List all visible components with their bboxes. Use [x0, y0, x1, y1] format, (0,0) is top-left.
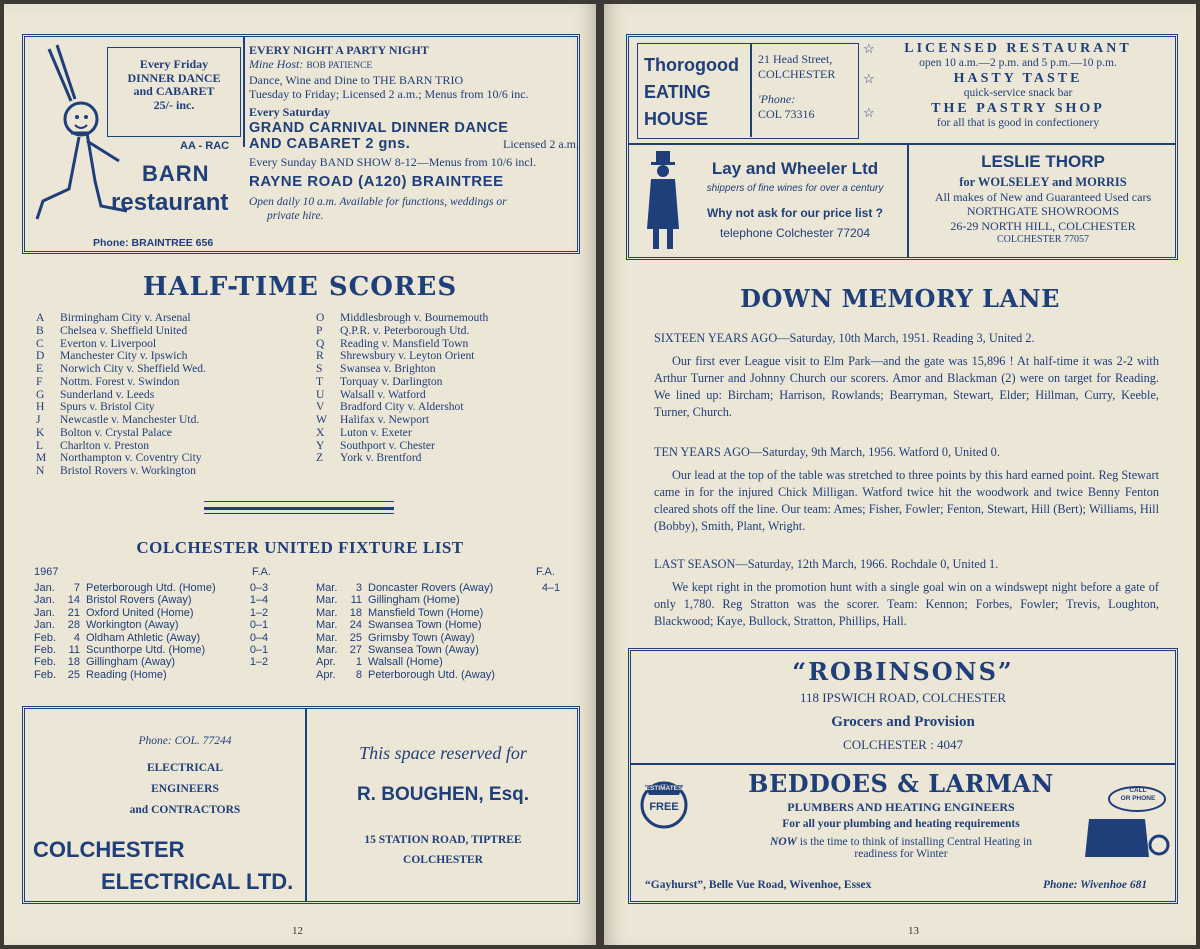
match-letter: K	[36, 425, 45, 439]
match-teams: Birmingham City v. Arsenal	[60, 311, 191, 324]
fixture-day: 25	[67, 668, 80, 681]
fixture-day: 18	[67, 656, 80, 669]
fixture-day: 3	[355, 582, 362, 594]
match-teams: Halifax v. Newport	[340, 413, 430, 426]
thorp-l2: All makes of New and Guaranteed Used cars	[934, 189, 1152, 204]
halftime-list-right	[316, 312, 586, 465]
thorogood-phone: COL 73316	[758, 107, 815, 121]
robinsons-phone: COLCHESTER : 4047	[843, 737, 963, 752]
lay-name: Lay and Wheeler Ltd	[711, 159, 879, 178]
thorogood-n2: EATING	[644, 82, 711, 102]
star-icon: ☆	[863, 41, 875, 56]
top-ads-block	[626, 34, 1178, 260]
beddoes-name: BEDDOES & LARMAN	[748, 769, 1054, 798]
thorp-name: LESLIE THORP	[981, 152, 1105, 171]
fixture-day: 14	[67, 594, 80, 607]
fixtures-right	[316, 582, 576, 681]
fixtures-left	[34, 582, 284, 681]
memory-1956-body: Our lead at the top of the table was stretched to three points by this hard earned point. Reg Stewart came in for the injured Chick Milligan. Watford twice hit the woodwork and twice Benny Fenton cleared shots off the line. Our team: Ames; Fisher, Fowler; Fenton, Stewart, Hill (Bert); Williams, Hill (Bobby), Smith, Plant, Wright.	[654, 468, 1159, 533]
robinsons-name: “ROBINSONS”	[792, 657, 1014, 686]
fixture-month: Apr.	[316, 668, 336, 681]
beddoes-l1: PLUMBERS AND HEATING ENGINEERS	[787, 800, 1015, 814]
fixture-row	[34, 669, 284, 681]
fixture-month: Feb.	[34, 644, 57, 657]
beddoes-phone: Phone: Wivenhoe 681	[1043, 879, 1148, 891]
beddoes-l3: is the time to think of installing Central Heating in	[799, 836, 1032, 848]
barn-trio: Dance, Wine and Dine to THE BARN TRIO	[249, 73, 464, 87]
or-phone-text: OR PHONE	[1120, 795, 1156, 802]
robinsons-address: 118 IPSWICH ROAD, COLCHESTER	[799, 690, 1007, 705]
halftime-row	[316, 312, 586, 325]
fixture-score	[538, 656, 564, 668]
hasty-sub: quick-service snack bar	[963, 87, 1073, 99]
aa-rac-label: AA - RAC	[180, 140, 230, 152]
fixture-month: Jan.	[34, 606, 55, 619]
halftime-row	[36, 465, 306, 478]
match-letter: P	[316, 323, 323, 337]
halftime-row	[36, 325, 306, 338]
licensed-restaurant-ad	[863, 41, 1173, 129]
match-teams: Bradford City v. Aldershot	[340, 400, 464, 414]
fixture-day: 18	[349, 606, 362, 619]
divider	[907, 143, 909, 257]
match-letter: G	[36, 387, 45, 401]
thorp-l1: for WOLSELEY and MORRIS	[959, 175, 1127, 189]
fixture-opponent: Workington (Away)	[86, 619, 179, 632]
match-letter: Y	[316, 438, 325, 452]
fixture-row	[34, 594, 284, 606]
match-teams: Luton v. Exeter	[340, 425, 412, 439]
fixture-opponent: Reading (Home)	[86, 668, 167, 681]
match-letter: L	[36, 438, 44, 452]
now-label: NOW	[770, 836, 797, 848]
fixture-row	[34, 644, 284, 656]
fixture-opponent: Gillingham (Away)	[86, 656, 176, 669]
rayne-road: RAYNE ROAD (A120) BRAINTREE	[249, 173, 504, 190]
memory-1966	[654, 556, 1159, 630]
halftime-row	[36, 363, 306, 376]
fa-label-left: F.A.	[252, 566, 271, 578]
fixture-row	[316, 594, 576, 606]
thorp-l5: COLCHESTER 77057	[997, 234, 1089, 245]
match-teams: Sunderland v. Leeds	[60, 387, 155, 401]
friday-label: Every Friday	[139, 57, 209, 71]
fixture-score	[538, 607, 564, 619]
call-text: CALL	[1129, 787, 1147, 794]
fixture-month: Mar.	[316, 582, 338, 594]
beddoes-l2: For all your plumbing and heating requirements	[782, 818, 1020, 830]
star-icon: ☆	[863, 105, 875, 120]
fixture-month: Mar.	[316, 631, 338, 644]
fixture-row	[316, 619, 576, 631]
match-letter: D	[36, 349, 45, 363]
host-label: Mine Host:	[249, 57, 304, 71]
fixture-opponent: Bristol Rovers (Away)	[86, 594, 192, 607]
fixture-row	[316, 669, 576, 681]
fixture-opponent: Oldham Athletic (Away)	[86, 631, 201, 644]
fixture-row	[34, 607, 284, 619]
carnival-line: GRAND CARNIVAL DINNER DANCE	[249, 120, 509, 136]
match-letter: V	[316, 400, 325, 414]
down-memory-lane-title: DOWN MEMORY LANE	[740, 284, 1060, 313]
lay-phone: telephone Colchester 77204	[719, 226, 871, 240]
match-teams: Charlton v. Preston	[60, 438, 150, 452]
left-page	[4, 4, 596, 945]
fixture-opponent: Swansea Town (Home)	[368, 619, 482, 632]
boughen-address: 15 STATION ROAD, TIPTREE	[364, 834, 522, 846]
halftime-row	[316, 414, 586, 427]
fixture-score: 1–4	[249, 594, 269, 607]
fixture-year: 1967	[34, 566, 59, 578]
match-letter: O	[316, 311, 325, 324]
halftime-title: HALF-TIME SCORES	[142, 272, 458, 302]
beddoes-ad	[691, 769, 1111, 860]
elec-l2: ENGINEERS	[151, 783, 219, 795]
fixture-row	[34, 632, 284, 644]
fixture-day: 27	[349, 644, 362, 657]
match-letter: X	[316, 425, 325, 439]
fixture-opponent: Peterborough Utd. (Home)	[86, 582, 216, 594]
fixture-score: 0–1	[249, 644, 269, 657]
thorp-l4: 26-29 NORTH HILL, COLCHESTER	[950, 218, 1136, 233]
party-night: EVERY NIGHT A PARTY NIGHT	[249, 43, 429, 57]
fixture-day: 7	[73, 582, 80, 594]
memory-1966-heading: LAST SEASON—Saturday, 12th March, 1966. Rochdale 0, United 1.	[654, 557, 999, 571]
fixture-day: 11	[350, 594, 362, 607]
host-name: BOB PATIENCE	[306, 61, 373, 71]
match-letter: F	[36, 374, 43, 388]
fixture-day: 21	[67, 606, 80, 619]
fixture-month: Mar.	[316, 606, 338, 619]
memory-1966-body: We kept right in the promotion hunt with a single goal win on a windswept night before a gate of only 1,780. Reg Stratton was the scorer. Team: Kennon; Forbes, Fowler; Trevis, Loughton, Blackwood; Kaye, Bullock, Stratton, Phillips, Hall.	[654, 580, 1159, 628]
beddoes-l4: readiness for Winter	[854, 848, 948, 860]
thorp-l3: NORTHGATE SHOWROOMS	[966, 204, 1120, 218]
elec-l3: and CONTRACTORS	[129, 804, 241, 816]
fixture-month: Mar.	[316, 644, 338, 657]
fixture-score	[538, 644, 564, 656]
match-letter: T	[316, 374, 324, 388]
thorogood-phone-label: 'Phone:	[758, 92, 796, 106]
match-letter: M	[36, 451, 47, 465]
fixture-month: Mar.	[316, 594, 338, 607]
match-letter: S	[316, 362, 323, 375]
match-letter: Q	[316, 336, 325, 350]
halftime-row	[36, 312, 306, 325]
cabaret-label: and CABARET	[133, 84, 215, 98]
match-letter: C	[36, 336, 44, 350]
saturday-label: Every Saturday	[249, 105, 330, 119]
match-teams: Swansea v. Brighton	[340, 362, 436, 375]
fixture-row	[34, 656, 284, 668]
fixture-opponent: Oxford United (Home)	[86, 606, 194, 619]
open-daily: Open daily 10 a.m. Available for functions, weddings or	[249, 196, 507, 208]
thorogood-addr1: 21 Head Street,	[758, 52, 833, 66]
free-label: FREE	[649, 801, 679, 813]
match-teams: Shrewsbury v. Leyton Orient	[340, 349, 475, 363]
pastry-title: THE PASTRY SHOP	[931, 101, 1105, 116]
match-teams: Newcastle v. Manchester Utd.	[60, 413, 200, 426]
fixture-score	[538, 594, 564, 606]
thorogood-address	[758, 52, 835, 122]
halftime-row	[316, 376, 586, 389]
fixture-score: 4–1	[541, 582, 561, 594]
pastry-sub: for all that is good in confectionery	[936, 117, 1100, 129]
page-number-13: 13	[908, 925, 919, 937]
fixture-row	[316, 607, 576, 619]
dinner-label: DINNER DANCE	[127, 70, 221, 85]
fixture-opponent: Walsall (Home)	[368, 656, 443, 669]
match-teams: Q.P.R. v. Peterborough Utd.	[340, 323, 470, 337]
fixture-score: 1–2	[249, 656, 269, 669]
fixture-day: 4	[73, 631, 80, 644]
electrical-ltd-name: ELECTRICAL LTD.	[101, 869, 294, 894]
sunday-line: Every Sunday BAND SHOW 8-12—Menus from 10/6 incl.	[249, 155, 537, 169]
fixture-row	[316, 656, 576, 668]
memory-1951-heading: SIXTEEN YEARS AGO—Saturday, 10th March, 1951. Reading 3, United 2.	[654, 331, 1035, 345]
beddoes-address: “Gayhurst”, Belle Vue Road, Wivenhoe, Essex	[645, 879, 872, 891]
divider	[631, 763, 1175, 765]
match-letter: W	[316, 413, 327, 426]
lay-ask: Why not ask for our price list ?	[706, 206, 884, 220]
fixture-day: 28	[67, 619, 80, 632]
star-icon: ☆	[863, 71, 875, 86]
barn-name: BARN	[142, 161, 210, 186]
boughen-name: R. BOUGHEN, Esq.	[356, 784, 530, 805]
private-hire: private hire.	[267, 210, 324, 222]
match-teams: Torquay v. Darlington	[340, 374, 443, 388]
thorogood-name	[644, 52, 739, 133]
halftime-list-left	[36, 312, 306, 478]
robinsons-trade: Grocers and Provision	[831, 714, 975, 730]
halftime-row	[316, 452, 586, 465]
fixture-opponent: Gillingham (Home)	[368, 594, 460, 607]
robinsons-beddoes-ad	[628, 648, 1178, 904]
reserved-label: This space reserved for	[359, 743, 527, 763]
thorogood-ad	[637, 43, 859, 139]
fixture-day: 11	[68, 644, 80, 657]
fixture-day: 8	[355, 668, 362, 681]
barn-details	[249, 43, 579, 223]
match-teams: Spurs v. Bristol City	[60, 400, 155, 414]
fixture-opponent: Mansfield Town (Home)	[368, 606, 484, 619]
fixture-title: COLCHESTER UNITED FIXTURE LIST	[136, 538, 464, 557]
robinsons-ad	[631, 657, 1175, 753]
gentleman-icon	[643, 149, 683, 253]
electrical-ad	[22, 706, 580, 904]
match-letter: B	[36, 323, 44, 337]
fixture-month: Mar.	[316, 619, 338, 632]
match-teams: Manchester City v. Ipswich	[60, 349, 188, 363]
restaurant-name: restaurant	[111, 189, 229, 216]
call-label	[1113, 787, 1163, 803]
fixture-row	[34, 582, 284, 594]
thorogood-n3: HOUSE	[644, 109, 709, 129]
fixture-score	[538, 619, 564, 631]
match-letter: R	[316, 349, 324, 363]
tuesday-line: Tuesday to Friday; Licensed 2 a.m.; Menus from 10/6 inc.	[249, 87, 529, 101]
fixture-month: Feb.	[34, 656, 57, 669]
boughen-text	[307, 743, 579, 866]
lay-wheeler-ad	[685, 159, 905, 240]
fixture-score	[538, 632, 564, 644]
fixture-row	[316, 644, 576, 656]
match-teams: Nottm. Forest v. Swindon	[60, 374, 180, 388]
licensed-hours: open 10 a.m.—2 p.m. and 5 p.m.—10 p.m.	[919, 57, 1117, 69]
divider	[243, 37, 245, 147]
hasty-title: HASTY TASTE	[953, 71, 1083, 86]
fixture-score: 0–4	[249, 631, 269, 644]
fixture-row	[34, 619, 284, 631]
fixture-score	[538, 669, 564, 681]
memory-1956-heading: TEN YEARS AGO—Saturday, 9th March, 1956. Watford 0, United 0.	[654, 445, 1000, 459]
fixture-opponent: Grimsby Town (Away)	[368, 631, 475, 644]
section-rule-thin	[204, 513, 394, 514]
match-letter: H	[36, 400, 45, 414]
barn-restaurant-ad	[22, 34, 580, 254]
match-teams: Northampton v. Coventry City	[60, 451, 202, 465]
elec-l1: ELECTRICAL	[146, 762, 224, 774]
thorogood-n1: Thorogood	[644, 55, 739, 75]
match-teams: Everton v. Liverpool	[60, 336, 157, 350]
fixture-score	[246, 669, 272, 681]
match-letter: Z	[316, 451, 324, 465]
match-teams: Chelsea v. Sheffield United	[60, 323, 188, 337]
fixture-month: Feb.	[34, 668, 57, 681]
page-number-12: 12	[292, 925, 303, 937]
match-letter: N	[36, 464, 45, 477]
electrical-text	[25, 731, 305, 821]
fixture-score: 0–1	[249, 619, 269, 632]
match-teams: Southport v. Chester	[340, 438, 435, 452]
halftime-row	[36, 427, 306, 440]
match-teams: Walsall v. Watford	[340, 387, 426, 401]
halftime-row	[36, 414, 306, 427]
fixture-month: Feb.	[34, 631, 57, 644]
fixture-row	[316, 582, 576, 594]
estimates-label: ESTIMATES	[645, 785, 683, 792]
barn-phone: Phone: BRAINTREE 656	[93, 237, 214, 249]
colchester-name: COLCHESTER	[33, 837, 185, 862]
fixture-row	[316, 632, 576, 644]
section-rule	[204, 501, 394, 510]
match-letter: J	[36, 413, 41, 426]
lay-tagline: shippers of fine wines for over a century	[706, 183, 884, 194]
match-teams: Bolton v. Crystal Palace	[60, 425, 172, 439]
thorogood-addr2: COLCHESTER	[758, 67, 836, 81]
fixture-month: Apr.	[316, 656, 336, 669]
halftime-row	[36, 376, 306, 389]
match-letter: A	[36, 311, 45, 324]
halftime-row	[316, 427, 586, 440]
fixture-day: 25	[349, 631, 362, 644]
fixture-opponent: Swansea Town (Away)	[368, 644, 479, 657]
halftime-row	[316, 325, 586, 338]
fixture-opponent: Peterborough Utd. (Away)	[368, 668, 495, 681]
fixture-opponent: Doncaster Rovers (Away)	[368, 582, 494, 594]
divider	[629, 143, 1175, 145]
elec-phone: Phone: COL. 77244	[138, 735, 232, 747]
fixture-month: Jan.	[34, 582, 55, 594]
right-page	[604, 4, 1196, 945]
licensed-2am: Licensed 2 a.m.	[503, 137, 579, 151]
match-teams: York v. Brentford	[340, 451, 422, 465]
leslie-thorp-ad	[911, 151, 1175, 248]
match-letter: U	[316, 387, 325, 401]
fixture-month: Jan.	[34, 619, 55, 632]
memory-1951	[654, 330, 1159, 421]
boughen-town: COLCHESTER	[403, 854, 483, 866]
memory-1951-body: Our first ever League visit to Elm Park—and the gate was 15,896 ! At half-time it was 2-2 with Arthur Turner and Johnny Church our scorers. Amor and Blackman (2) were on target for Reading. We lined up: Bircham; Harrison, Rowlands; Bearryman, Stewart, Elder; Hillman, Curry, Keeble, Turner, Church.	[654, 354, 1159, 419]
price-label: 25/- inc.	[153, 97, 195, 112]
halftime-row	[316, 363, 586, 376]
fixture-month: Jan.	[34, 594, 55, 607]
match-letter: E	[36, 362, 44, 375]
fixture-day: 24	[349, 619, 362, 632]
fixture-score: 0–3	[249, 582, 269, 594]
match-teams: Reading v. Mansfield Town	[340, 336, 469, 350]
memory-1956	[654, 444, 1159, 535]
match-teams: Norwich City v. Sheffield Wed.	[60, 362, 207, 375]
match-teams: Bristol Rovers v. Workington	[60, 464, 196, 477]
fixture-score: 1–2	[249, 606, 269, 619]
cabaret-gns: AND CABARET 2 gns.	[249, 136, 411, 152]
fa-label-right: F.A.	[536, 566, 555, 578]
licensed-title: LICENSED RESTAURANT	[904, 41, 1132, 56]
match-teams: Middlesbrough v. Bournemouth	[340, 311, 489, 324]
fixture-day: 1	[355, 656, 362, 669]
divider	[750, 44, 752, 137]
fixture-opponent: Scunthorpe Utd. (Home)	[86, 644, 206, 657]
